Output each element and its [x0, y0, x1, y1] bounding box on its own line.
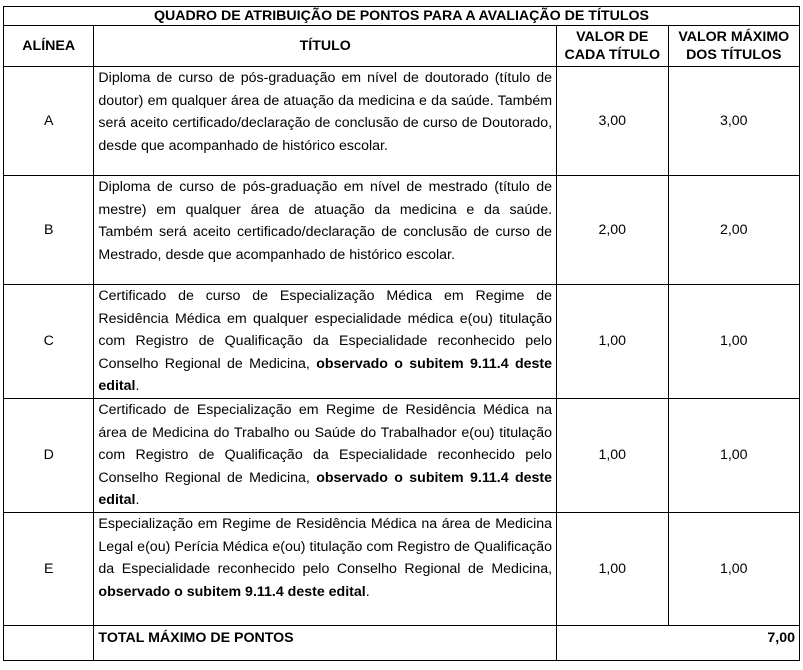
row-alinea: B — [4, 176, 94, 285]
points-table — [3, 6, 800, 661]
header-valor-line1: VALOR DE — [576, 29, 649, 45]
row-alinea: C — [4, 285, 94, 399]
header-titulo: TÍTULO — [94, 26, 557, 67]
row-text: Especialização em Regime de Residência Médica na área de Medicina Legal e(ou) Perícia Médica e(ou) titulação com Registro de Qualificação da Especialidade reconhecido pelo Conselho Regional de Medicina, — [98, 515, 553, 578]
row-tail: . — [135, 378, 140, 395]
row-valor: 2,00 — [557, 176, 668, 285]
row-max: 2,00 — [668, 176, 800, 285]
row-title-text — [94, 67, 557, 176]
row-bold-text: observado o subitem 9.11.4 deste edital — [98, 583, 366, 600]
header-alinea: ALÍNEA — [4, 26, 94, 67]
total-row — [4, 625, 800, 660]
table-title-row — [4, 7, 800, 26]
table-title: QUADRO DE ATRIBUIÇÃO DE PONTOS PARA A AVALIAÇÃO DE TÍTULOS — [4, 7, 800, 26]
row-max: 3,00 — [668, 67, 800, 176]
row-title-text — [94, 285, 557, 399]
row-title-text — [94, 398, 557, 512]
row-valor: 1,00 — [557, 512, 668, 625]
row-title-text — [94, 512, 557, 625]
header-row — [4, 26, 800, 67]
row-max: 1,00 — [668, 285, 800, 399]
row-alinea: E — [4, 512, 94, 625]
total-empty-cell — [4, 625, 94, 660]
row-text: Certificado de Especialização em Regime de Residência Médica na área de Medicina do Trabalho ou Saúde do Trabalhador e(ou) titulação com Registro de Qualificação da Especialidade reconhecido pelo Conselho Regional de Medicina, — [98, 401, 553, 486]
table-row — [4, 398, 800, 512]
row-alinea: D — [4, 398, 94, 512]
row-alinea: A — [4, 67, 94, 176]
row-bold-text: observado o subitem 9.11.4 deste edital — [98, 355, 553, 395]
row-text: Diploma de curso de pós-graduação em nível de mestrado (título de mestre) em qualquer área de atuação da medicina e da saúde. Também será aceito certificado/declaração de conclusão de curso de Mestrado, desde que acompanhado de histórico escolar. — [98, 179, 553, 263]
table-row — [4, 512, 800, 625]
header-valor-line2: CADA TÍTULO — [564, 47, 661, 63]
row-max: 1,00 — [668, 512, 800, 625]
row-title-text — [94, 176, 557, 285]
row-text: Diploma de curso de pós-graduação em nível de doutorado (título de doutor) em qualquer área de atuação da medicina e da saúde. Também será aceito certificado/declaração de conclusão de curso de Doutorado, desde que acompanhado de histórico escolar. — [98, 70, 553, 154]
row-valor: 1,00 — [557, 285, 668, 399]
header-max-line1: VALOR MÁXIMO — [678, 29, 790, 45]
row-tail: . — [135, 492, 140, 509]
row-valor: 1,00 — [557, 398, 668, 512]
header-max — [668, 26, 800, 67]
row-max: 1,00 — [668, 398, 800, 512]
table-row — [4, 67, 800, 176]
header-max-line2: DOS TÍTULOS — [686, 47, 782, 63]
table-row — [4, 285, 800, 399]
row-text: Certificado de curso de Especialização Médica em Regime de Residência Médica em qualquer especialidade médica e(ou) titulação com Registro de Qualificação da Especialidade reconhecido pelo Conselho Regional de Medicina, — [98, 288, 553, 372]
total-value: 7,00 — [557, 625, 800, 660]
header-valor — [557, 26, 668, 67]
table-row — [4, 176, 800, 285]
row-bold-text: observado o subitem 9.11.4 deste edital — [98, 469, 553, 509]
total-label: TOTAL MÁXIMO DE PONTOS — [94, 625, 557, 660]
row-tail: . — [365, 583, 370, 600]
row-valor: 3,00 — [557, 67, 668, 176]
